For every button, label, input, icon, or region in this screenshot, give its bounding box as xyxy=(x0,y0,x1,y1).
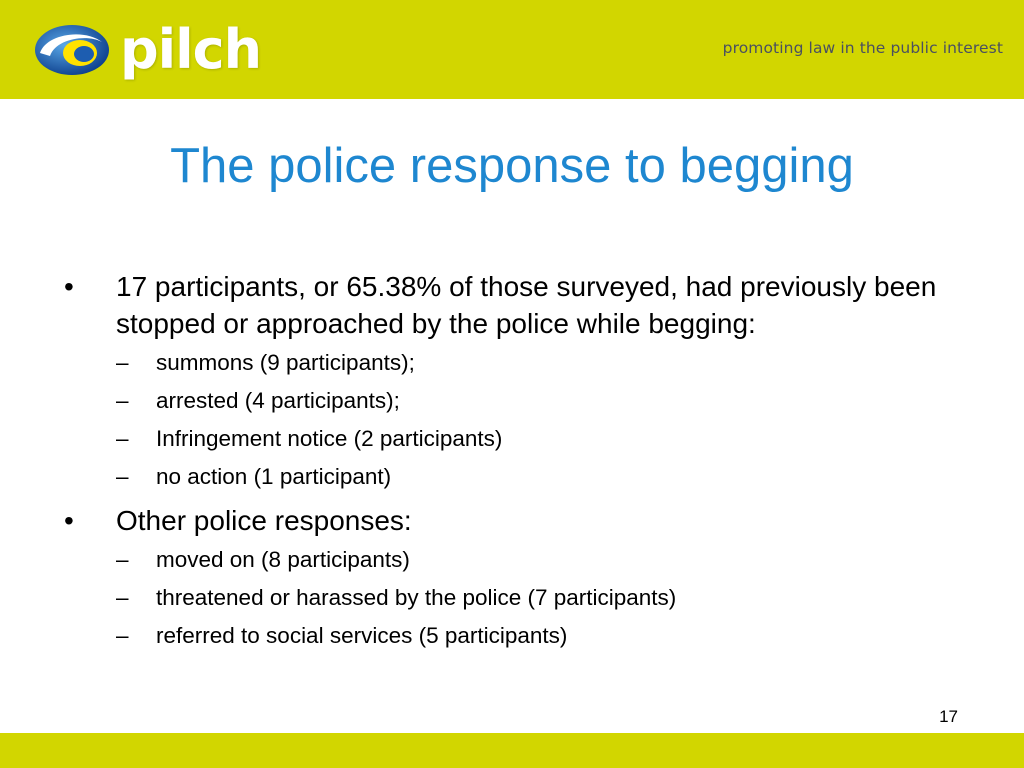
brand-name: pilch xyxy=(120,18,262,81)
dash-marker: – xyxy=(116,388,129,413)
footer-band xyxy=(0,733,1024,768)
dash-marker: – xyxy=(116,426,129,451)
pilch-logo xyxy=(32,18,261,82)
dash-marker: – xyxy=(116,464,129,489)
bullet-marker: • xyxy=(64,271,74,302)
sub-item-text: arrested (4 participants); xyxy=(156,388,400,413)
sub-item-text: threatened or harassed by the police (7 participants) xyxy=(156,585,677,610)
bullet-marker: • xyxy=(64,505,74,536)
sub-item-text: summons (9 participants); xyxy=(156,350,415,375)
sub-item xyxy=(116,541,942,579)
brand-tagline: promoting law in the public interest xyxy=(722,39,1003,57)
sub-item xyxy=(116,382,942,420)
sub-list xyxy=(62,344,942,496)
header-band xyxy=(0,0,1024,99)
bullet-item xyxy=(62,268,942,342)
slide-title: The police response to begging xyxy=(170,139,854,193)
sub-item xyxy=(116,420,942,458)
swirl-logo-icon xyxy=(32,20,112,80)
dash-marker: – xyxy=(116,547,129,572)
page-number: 17 xyxy=(939,707,958,726)
sub-list xyxy=(62,541,942,655)
sub-item xyxy=(116,579,942,617)
sub-item xyxy=(116,344,942,382)
sub-item-text: Infringement notice (2 participants) xyxy=(156,426,503,451)
sub-item xyxy=(116,458,942,496)
bullet-text: 17 participants, or 65.38% of those surveyed, had previously been stopped or approached by the police while begging: xyxy=(116,271,937,339)
bullet-text: Other police responses: xyxy=(116,505,412,536)
dash-marker: – xyxy=(116,350,129,375)
sub-item-text: referred to social services (5 participants) xyxy=(156,623,568,648)
sub-item-text: moved on (8 participants) xyxy=(156,547,410,572)
dash-marker: – xyxy=(116,623,129,648)
sub-item xyxy=(116,617,942,655)
sub-item-text: no action (1 participant) xyxy=(156,464,392,489)
bullet-item xyxy=(62,502,942,539)
bullet-list xyxy=(62,268,942,661)
dash-marker: – xyxy=(116,585,129,610)
